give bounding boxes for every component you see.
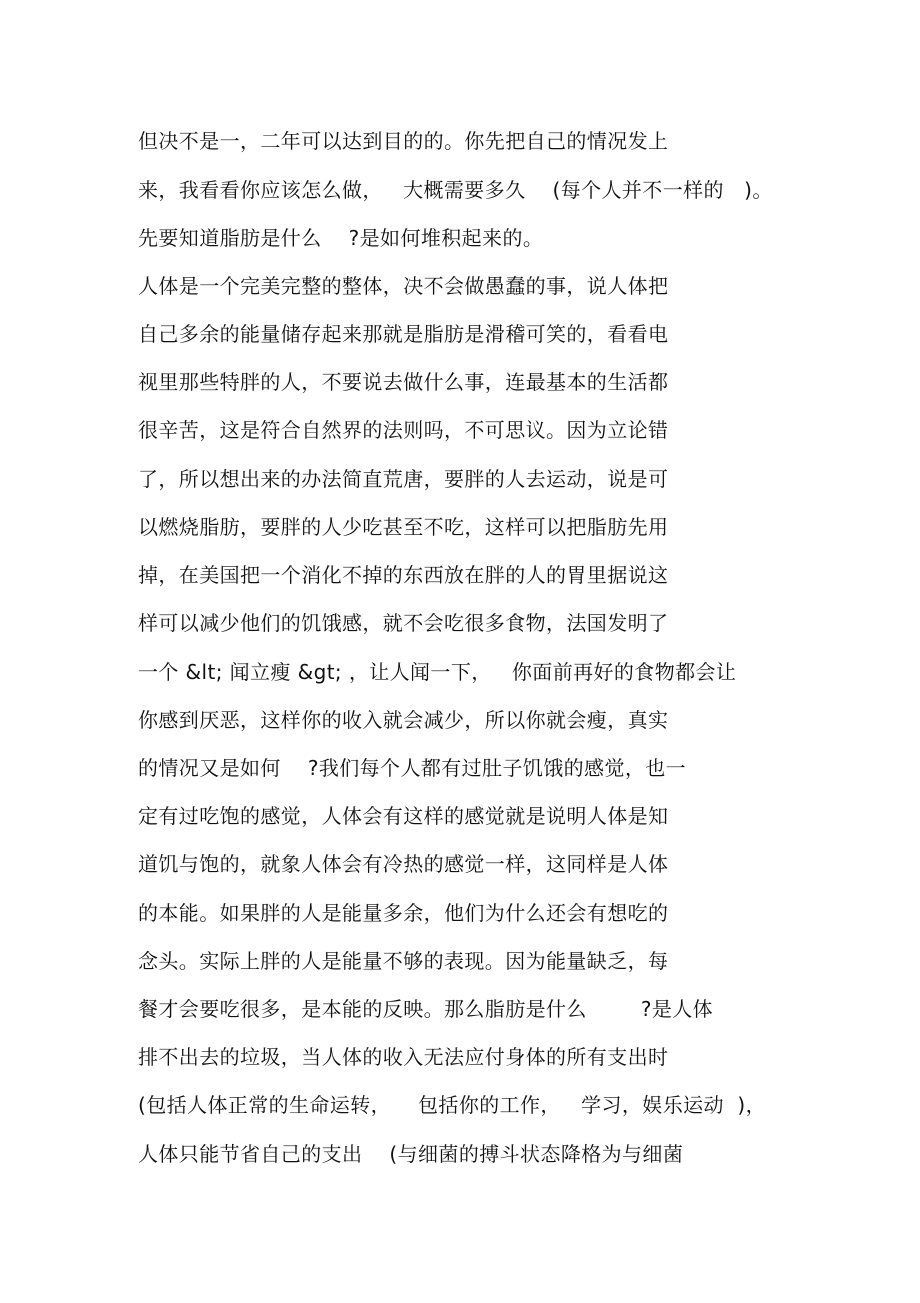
text-line-8: 了，所以想出来的办法简直荒唐，要胖的人去运动，说是可 [138, 467, 669, 491]
text-line-15: 定有过吃饱的感觉，人体会有这样的感觉就是说明人体是知 [138, 804, 669, 828]
text-line-1: 但决不是一，二年可以达到目的的。你先把自己的情况发上 [138, 129, 669, 153]
text-line-4: 人体是一个完美完整的整体，决不会做愚蠢的事，说人体把 [138, 274, 669, 298]
text-line-19: 餐才会要吃很多，是本能的反映。那么脂肪是什么 ?是人体 [138, 997, 714, 1021]
text-line-9: 以燃烧脂肪，要胖的人少吃甚至不吃，这样可以把脂肪先用 [138, 515, 669, 539]
text-line-12: 一个 &lt; 闻立瘦 &gt; ，让人闻一下， 你面前再好的食物都会让 [138, 660, 737, 684]
text-line-13: 你感到厌恶，这样你的收入就会减少，所以你就会瘦，真实 [138, 708, 669, 732]
text-line-2: 来，我看看你应该怎么做， 大概需要多久 (每个人并不一样的 )。 [138, 178, 773, 202]
text-line-20: 排不出去的垃圾，当人体的收入无法应付身体的所有支出时 [138, 1045, 669, 1069]
text-line-16: 道饥与饱的，就象人体会有冷热的感觉一样，这同样是人体 [138, 852, 669, 876]
text-line-14: 的情况又是如何 ?我们每个人都有过肚子饥饿的感觉，也一 [138, 756, 687, 780]
text-line-5: 自己多余的能量储存起来那就是脂肪是滑稽可笑的，看看电 [138, 322, 669, 346]
text-line-21: (包括人体正常的生命运转， 包括你的工作， 学习，娱乐运动 )， [138, 1093, 767, 1117]
text-line-7: 很辛苦，这是符合自然界的法则吗，不可思议。因为立论错 [138, 418, 669, 442]
text-line-18: 念头。实际上胖的人是能量不够的表现。因为能量缺乏，每 [138, 949, 669, 973]
text-line-11: 样可以减少他们的饥饿感，就不会吃很多食物，法国发明了 [138, 611, 669, 635]
text-line-22: 人体只能节省自己的支出 (与细菌的搏斗状态降格为与细菌 [138, 1142, 684, 1166]
text-line-10: 掉，在美国把一个消化不掉的东西放在胖的人的胃里据说这 [138, 563, 669, 587]
text-line-6: 视里那些特胖的人，不要说去做什么事，连最基本的生活都 [138, 370, 669, 394]
text-line-17: 的本能。如果胖的人是能量多余，他们为什么还会有想吃的 [138, 901, 669, 925]
text-line-3: 先要知道脂肪是什么 ?是如何堆积起来的。 [138, 226, 544, 250]
